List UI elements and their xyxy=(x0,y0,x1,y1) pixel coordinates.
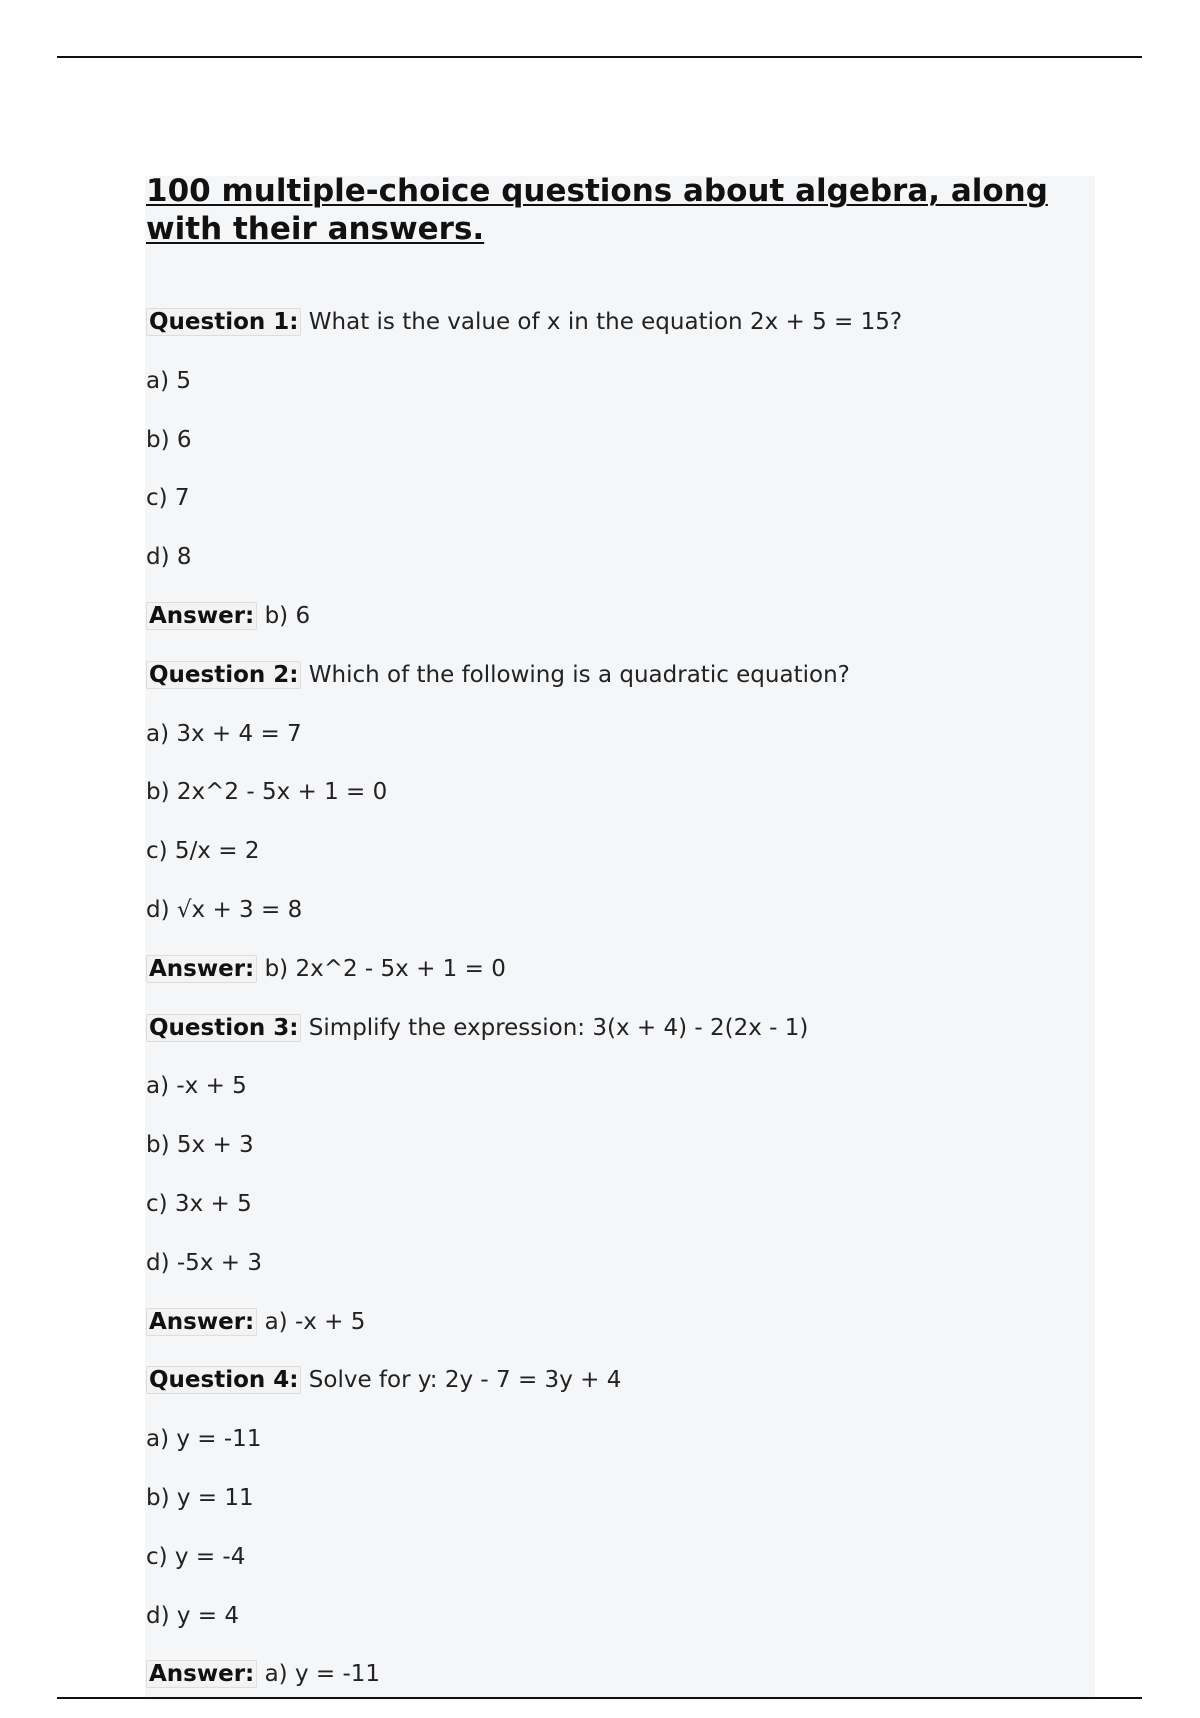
question-1-option-b: b) 6 xyxy=(146,426,192,453)
question-4-answer-value: a) y = -11 xyxy=(264,1661,381,1688)
question-3-answer-value: a) -x + 5 xyxy=(264,1308,366,1335)
question-4-option-a: a) y = -11 xyxy=(146,1426,262,1453)
question-1 xyxy=(146,307,1096,366)
question-3-label: Question 3: xyxy=(146,1014,301,1042)
question-2-label: Question 2: xyxy=(146,661,301,689)
question-2-answer xyxy=(146,954,1096,1013)
question-1-option-a: a) 5 xyxy=(146,367,192,394)
question-4-answer xyxy=(146,1659,1096,1718)
question-3-option-a: a) -x + 5 xyxy=(146,1073,247,1100)
answer-label: Answer: xyxy=(146,1660,257,1688)
question-2-text: Which of the following is a quadratic equation? xyxy=(308,661,850,688)
question-4-option-b: b) y = 11 xyxy=(146,1484,254,1511)
top-divider xyxy=(57,56,1142,58)
question-1-option-c: c) 7 xyxy=(146,485,190,512)
question-2-option-d: d) √x + 3 = 8 xyxy=(146,896,303,923)
answer-label: Answer: xyxy=(146,955,257,983)
page-title: 100 multiple-choice questions about algebra, along with their answers. xyxy=(146,173,1048,247)
question-3-text: Simplify the expression: 3(x + 4) - 2(2x - 1) xyxy=(308,1014,809,1041)
question-3-answer xyxy=(146,1307,1096,1366)
question-1-label: Question 1: xyxy=(146,308,301,336)
question-2-answer-value: b) 2x^2 - 5x + 1 = 0 xyxy=(264,955,506,982)
question-3-option-b: b) 5x + 3 xyxy=(146,1132,254,1159)
answer-label: Answer: xyxy=(146,602,257,630)
question-3-option-d: d) -5x + 3 xyxy=(146,1249,262,1276)
question-2-option-c: c) 5/x = 2 xyxy=(146,838,260,865)
question-1-answer xyxy=(146,601,1096,660)
question-4-text: Solve for y: 2y - 7 = 3y + 4 xyxy=(308,1367,622,1394)
question-4-option-c: c) y = -4 xyxy=(146,1543,246,1570)
answer-label: Answer: xyxy=(146,1308,257,1336)
question-4 xyxy=(146,1365,1096,1424)
question-list xyxy=(146,307,1096,1718)
question-4-option-d: d) y = 4 xyxy=(146,1602,240,1629)
question-2-option-a: a) 3x + 4 = 7 xyxy=(146,720,302,747)
question-1-answer-value: b) 6 xyxy=(264,602,311,629)
question-3 xyxy=(146,1013,1096,1072)
question-4-label: Question 4: xyxy=(146,1366,301,1394)
question-1-text: What is the value of x in the equation 2x + 5 = 15? xyxy=(308,309,903,335)
question-2 xyxy=(146,660,1096,719)
bottom-divider xyxy=(57,1697,1142,1699)
question-2-option-b: b) 2x^2 - 5x + 1 = 0 xyxy=(146,779,388,806)
question-1-option-d: d) 8 xyxy=(146,544,192,571)
question-3-option-c: c) 3x + 5 xyxy=(146,1190,252,1217)
